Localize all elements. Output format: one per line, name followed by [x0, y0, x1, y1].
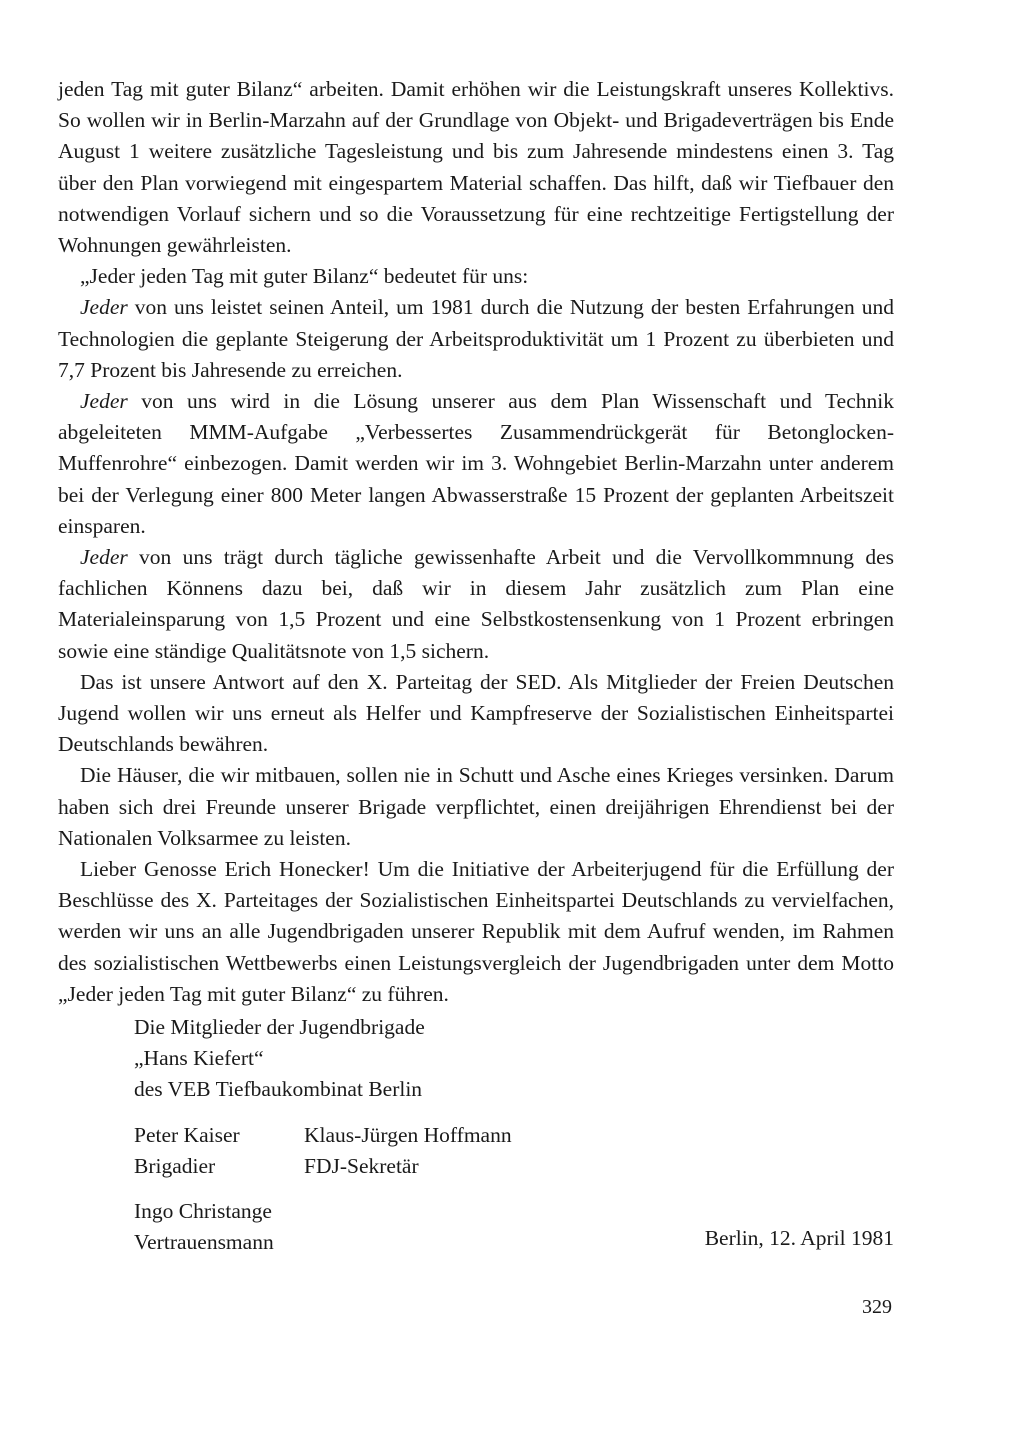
letter-body [58, 74, 894, 1010]
paragraph-appeal [58, 854, 894, 1010]
paragraph-text: Die Häuser, die wir mitbauen, sollen nie in Schutt und Asche eines Krieges versinken. Darum haben sich drei Freunde unserer Brigade verpflichtet, einen dreijährigen Ehrendienst bei der Nationalen Volksarmee zu leisten. [58, 763, 894, 850]
signature-block [134, 1012, 425, 1105]
signer-role: Brigadier [134, 1154, 216, 1178]
signer-name: Ingo Christange [134, 1199, 272, 1223]
signer-name: Klaus-Jürgen Hoffmann [304, 1123, 512, 1147]
paragraph-continuation [58, 74, 894, 261]
signer-role: Vertrauensmann [134, 1230, 274, 1254]
paragraph-jeder-productivity [58, 292, 894, 386]
paragraph-parteitag [58, 667, 894, 761]
place-date: Berlin, 12. April 1981 [704, 1226, 894, 1250]
paragraph-text: von uns trägt durch tägliche gewissenhafte Arbeit und die Vervollkommnung des fachlichen Könnens dazu bei, daß wir in diesem Jahr zusätzlich zum Plan eine Materialeinsparung von 1,5 Prozent und eine Selbstkostensenkung von 1 Prozent erbringen sowie eine ständige Qualitätsnote von 1,5 sichern. [58, 545, 894, 663]
signature-line: „Hans Kiefert“ [134, 1046, 264, 1070]
paragraph-lead-word: Jeder [80, 389, 128, 414]
paragraph-text: Lieber Genosse Erich Honecker! Um die Initiative der Arbeiterjugend für die Erfüllung der Beschlüsse des X. Parteitages der Sozialistischen Einheitspartei Deutschlands zu vervielfachen, werden wir uns an alle Jugendbrigaden unserer Republik mit dem Aufruf wenden, im Rahmen des sozialistischen Wettbewerbs einen Leistungsvergleich der Jugendbrigaden unter dem Motto „Jeder jeden Tag mit guter Bilanz“ zu führen. [58, 857, 894, 1006]
paragraph-text: von uns wird in die Lösung unserer aus dem Plan Wissenschaft und Technik abgeleiteten MMM-Aufgabe „Verbessertes Zusammendrückgerät für Betonglocken-Muffenrohre“ einbezogen. Damit werden wir im 3. Wohngebiet Berlin-Marzahn unter anderem bei der Verlegung einer 800 Meter langen Abwasserstraße 15 Prozent der geplanten Arbeitszeit einsparen. [58, 389, 894, 538]
signature-line: Die Mitglieder der Jugendbrigade [134, 1015, 425, 1039]
paragraph-motto [58, 261, 894, 292]
signer-ingo-christange [134, 1196, 274, 1258]
paragraph-text: „Jeder jeden Tag mit guter Bilanz“ bedeutet für uns: [80, 264, 529, 289]
signer-peter-kaiser [134, 1120, 240, 1182]
page-number: 329 [862, 1296, 892, 1318]
signer-name: Peter Kaiser [134, 1123, 240, 1147]
paragraph-jeder-material [58, 542, 894, 667]
signer-role: FDJ-Sekretär [304, 1154, 419, 1178]
signer-klaus-juergen-hoffmann [304, 1120, 512, 1182]
paragraph-lead-word: Jeder [80, 295, 128, 320]
paragraph-jeder-mmm [58, 386, 894, 542]
paragraph-lead-word: Jeder [80, 545, 128, 570]
signature-line: des VEB Tiefbaukombinat Berlin [134, 1077, 423, 1101]
paragraph-ehrendienst [58, 760, 894, 854]
paragraph-text: Das ist unsere Antwort auf den X. Parteitag der SED. Als Mitglieder der Freien Deutschen Jugend wollen wir uns erneut als Helfer und Kampfreserve der Sozialistischen Einheitspartei Deutschlands bewähren. [58, 669, 894, 757]
paragraph-text: jeden Tag mit guter Bilanz“ arbeiten. Damit erhöhen wir die Leistungskraft unseres Kollektivs. So wollen wir in Berlin-Marzahn auf der Grundlage von Objekt- und Brigadeverträgen bis Ende August 1 weitere zusätzliche Tagesleistung und bis zum Jahresende mindestens einen 3. Tag über den Plan vorwiegend mit eingespartem Material schaffen. Das hilft, daß wir Tiefbauer den notwendigen Vorlauf sichern und so die Voraussetzung für eine rechtzeitige Fertigstellung der Wohnungen gewährleisten. [58, 77, 894, 258]
paragraph-text: von uns leistet seinen Anteil, um 1981 durch die Nutzung der besten Erfahrungen und Technologien die geplante Steigerung der Arbeitsproduktivität um 1 Prozent zu überbieten und 7,7 Prozent bis Jahresende zu erreichen. [58, 295, 894, 382]
